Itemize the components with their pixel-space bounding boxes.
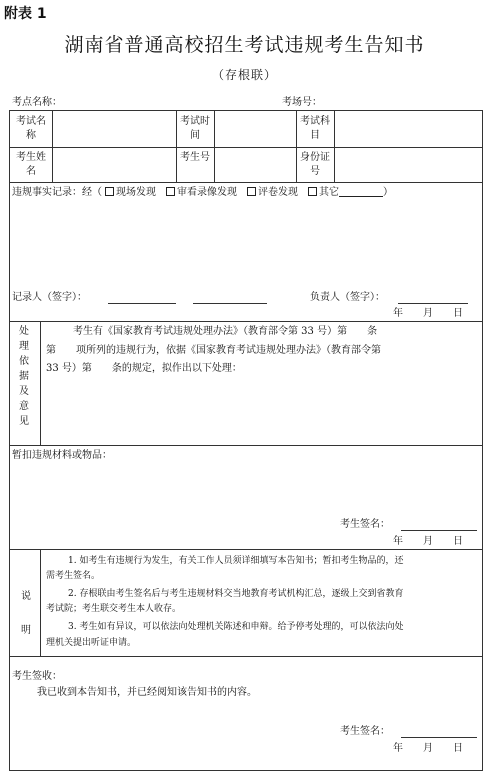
exam-name-field[interactable] — [53, 111, 175, 146]
checkbox-onsite[interactable] — [105, 187, 114, 196]
option-grading-label: 评卷发现 — [258, 187, 298, 198]
notes-label: 说明 — [21, 591, 31, 636]
exam-name-label: 考试名称 — [16, 116, 46, 141]
recorder-signature-line-2[interactable] — [193, 303, 267, 304]
exam-time-field[interactable] — [215, 111, 295, 146]
id-number-label: 身份证号 — [300, 152, 330, 177]
option-video-review-label: 审看录像发现 — [177, 187, 237, 198]
seized-signature-line[interactable] — [401, 530, 477, 531]
violation-record-prefix: 违规事实记录：经（ — [12, 187, 102, 198]
student-number-label: 考生号 — [180, 152, 210, 163]
supervisor-signature-line[interactable] — [398, 303, 468, 304]
handling-text-line-3: 33 号）第 条的规定，拟作出以下处理： — [46, 363, 242, 374]
annex-label: 附表 1 — [4, 6, 47, 22]
page-subtitle: （存根联） — [211, 68, 277, 82]
exam-room-label: 考场号： — [282, 97, 322, 108]
violation-record-line — [12, 186, 393, 200]
notes-label-divider — [40, 549, 41, 656]
handling-opinion-area[interactable] — [42, 378, 481, 444]
seized-date: 年 月 日 — [393, 536, 463, 547]
handling-basis-label: 处理依据及意见 — [19, 326, 29, 427]
handling-text-line-2: 第 项所列的违规行为，依据《国家教育考试违规处理办法》（教育部令第 — [46, 345, 381, 356]
student-name-label: 考生姓名 — [16, 152, 46, 177]
exam-subject-label: 考试科目 — [300, 116, 330, 141]
note-3-line-1: 3. 考生如有异议，可以依法向处理机关陈述和申辩。给予停考处理的，可以依法向处 — [68, 622, 404, 632]
checkbox-grading[interactable] — [247, 187, 256, 196]
recorder-signature-line-1[interactable] — [108, 303, 176, 304]
note-2-line-1: 2. 存根联由考生签名后与考生违规材料交当地教育考试机构汇总，逐级上交到省教育 — [68, 589, 404, 599]
grid-row-divider — [9, 182, 483, 183]
option-other-label: 其它 — [319, 187, 339, 198]
receipt-statement: 我已收到本告知书，并已经阅知该告知书的内容。 — [37, 687, 257, 698]
handling-text-line-1: 考生有《国家教育考试违规处理办法》（教育部令第 33 号）第 条 — [73, 326, 378, 337]
receipt-date: 年 月 日 — [393, 743, 463, 754]
exam-subject-field[interactable] — [335, 111, 481, 146]
violation-record-suffix: ） — [383, 187, 393, 198]
option-onsite-label: 现场发现 — [116, 187, 156, 198]
student-number-field[interactable] — [215, 148, 295, 181]
checkbox-video-review[interactable] — [166, 187, 175, 196]
recorder-signature-label: 记录人（签字）： — [12, 292, 87, 303]
violation-record-area[interactable] — [10, 202, 481, 287]
receipt-label: 考生签收： — [12, 671, 62, 682]
supervisor-signature-label: 负责人（签字）： — [310, 292, 385, 303]
note-1-line-1: 1. 如考生有违规行为发生，有关工作人员须详细填写本告知书；暂扣考生物品的，还 — [68, 556, 404, 566]
receipt-signature-line[interactable] — [401, 737, 477, 738]
section-divider — [9, 656, 483, 657]
section-divider — [9, 321, 483, 322]
receipt-signature-label: 考生签名： — [340, 726, 390, 737]
grid-col-divider — [296, 110, 297, 182]
exam-site-label: 考点名称： — [12, 97, 62, 108]
section-divider — [9, 445, 483, 446]
seized-materials-label: 暂扣违规材料或物品： — [12, 450, 112, 461]
checkbox-other[interactable] — [308, 187, 317, 196]
section-divider — [9, 549, 483, 550]
seized-signature-label: 考生签名： — [340, 519, 390, 530]
student-name-field[interactable] — [53, 148, 175, 181]
note-2-line-2: 考试院；考生联交考生本人收存。 — [46, 604, 182, 614]
id-number-field[interactable] — [335, 148, 481, 181]
handling-label-divider — [40, 321, 41, 445]
page-title: 湖南省普通高校招生考试违规考生告知书 — [64, 34, 425, 56]
other-blank[interactable] — [339, 186, 383, 197]
form-border-bottom — [9, 770, 483, 771]
note-1-line-2: 需考生签名。 — [46, 571, 101, 581]
seized-materials-area[interactable] — [10, 465, 481, 515]
note-3-line-2: 理机关提出听证申请。 — [46, 638, 137, 648]
form-border-right — [482, 110, 483, 771]
exam-time-label: 考试时间 — [180, 116, 210, 141]
record-date: 年 月 日 — [393, 308, 463, 319]
grid-col-divider — [176, 110, 177, 182]
